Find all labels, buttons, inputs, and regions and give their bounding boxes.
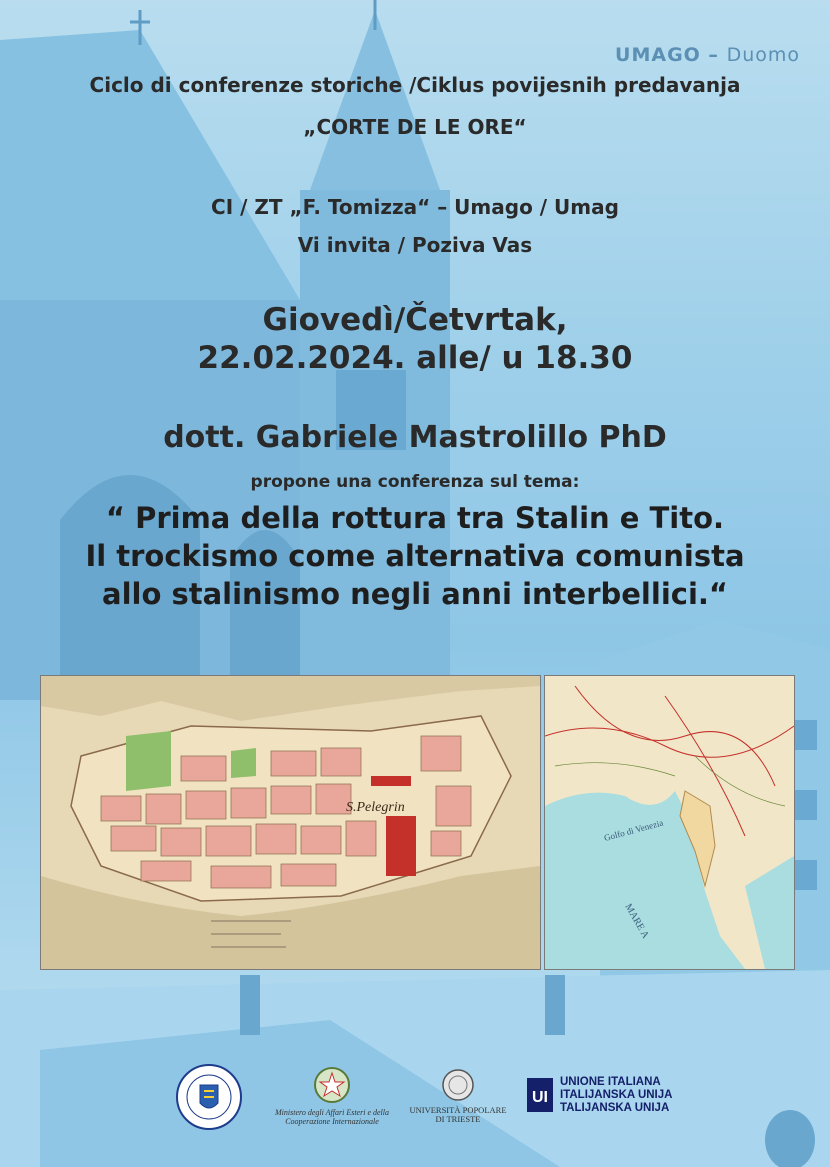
ci-fulvio-tomizza-logo: [175, 1063, 243, 1131]
speaker-name: dott. Gabriele Mastrolillo PhD: [163, 420, 667, 455]
lecture-title: [0, 499, 830, 613]
unione-line: UNIONE ITALIANA: [560, 1076, 661, 1088]
map-label-church: S.Pelegrin: [346, 800, 405, 815]
lecture-title-line: Il trockismo come alternativa comunista: [85, 539, 745, 573]
italian-republic-emblem: [310, 1065, 354, 1105]
unione-line: ITALIJANSKA UNIJA: [560, 1089, 673, 1101]
series-name: „CORTE DE LE ORE“: [303, 115, 527, 139]
unione-mark: UI: [532, 1089, 548, 1106]
postcard-caption-place: UMAGO –: [615, 44, 727, 66]
postcard-caption-duomo: Duomo: [726, 44, 800, 66]
map-label-sea: MARE A: [622, 902, 651, 941]
university-caption: UNIVERSITÀ POPOLARE DI TRIESTE: [409, 1105, 507, 1124]
organizer: CI / ZT „F. Tomizza“ – Umago / Umag: [211, 195, 619, 219]
postcard-caption: [615, 44, 800, 66]
adriatic-region-map: [544, 675, 795, 970]
event-datetime: 22.02.2024. alle/ u 18.30: [197, 340, 633, 376]
unione-italiana-text: [560, 1076, 672, 1115]
ministry-caption: Ministero degli Affari Esteri e della Cooperazione Internazionale: [275, 1108, 389, 1126]
invitation: Vi invita / Poziva Vas: [297, 233, 533, 257]
event-day: Giovedì/Četvrtak,: [262, 302, 568, 338]
unione-line: TALIJANSKA UNIJA: [560, 1102, 670, 1114]
lecture-title-line: allo stalinismo negli anni interbellici.“: [102, 577, 728, 611]
series-title: Ciclo di conferenze storiche /Ciklus povijesnih predavanja: [89, 73, 741, 97]
map-label-gulf: Golfo di Venezia: [602, 817, 665, 843]
lecture-intro: propone una conferenza sul tema:: [250, 472, 580, 492]
universita-popolare-seal: [441, 1068, 475, 1102]
umago-cadastral-map: [40, 675, 541, 970]
unione-italiana-logo: [527, 1078, 553, 1112]
lecture-title-line: “ Prima della rottura tra Stalin e Tito.: [105, 501, 725, 535]
